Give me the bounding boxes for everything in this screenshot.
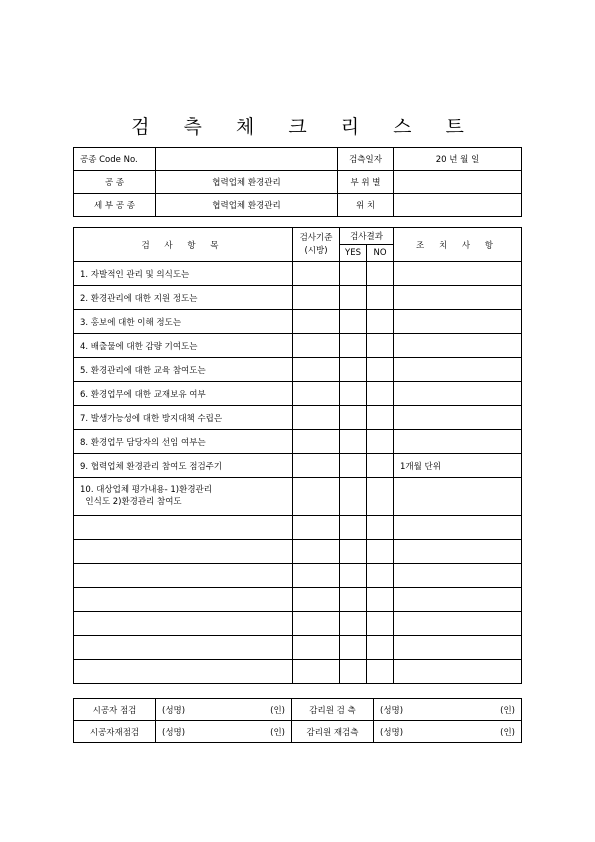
checklist-empty-row [74, 612, 522, 636]
header-label-2: 검측일자 [338, 148, 394, 171]
no-cell[interactable] [367, 478, 394, 516]
signature-field-2[interactable] [374, 699, 522, 721]
no-cell[interactable] [367, 286, 394, 310]
no-cell[interactable] [367, 382, 394, 406]
no-cell[interactable] [367, 540, 394, 564]
header-row [74, 171, 522, 194]
signature-seal-label-2: (인) [500, 727, 515, 738]
item-cell[interactable] [74, 612, 293, 636]
checklist-empty-row [74, 636, 522, 660]
header-label-2: 부 위 별 [338, 171, 394, 194]
checklist-row [74, 406, 522, 430]
criteria-cell[interactable] [293, 516, 340, 540]
signature-field-2[interactable] [374, 721, 522, 743]
item-cell[interactable] [74, 636, 293, 660]
checklist-table [73, 227, 522, 684]
criteria-cell[interactable] [293, 636, 340, 660]
criteria-cell[interactable] [293, 588, 340, 612]
action-cell[interactable] [394, 564, 522, 588]
item-cell[interactable] [74, 516, 293, 540]
criteria-cell[interactable] [293, 612, 340, 636]
action-cell[interactable] [394, 612, 522, 636]
action-cell[interactable] [394, 636, 522, 660]
no-cell[interactable] [367, 358, 394, 382]
action-cell[interactable] [394, 358, 522, 382]
header-value-2[interactable] [394, 171, 522, 194]
no-cell[interactable] [367, 612, 394, 636]
header-row [74, 148, 522, 171]
yes-cell[interactable] [340, 262, 367, 286]
signature-field[interactable] [156, 699, 292, 721]
checklist-empty-row [74, 540, 522, 564]
header-value-2[interactable] [394, 194, 522, 217]
header-value-2[interactable]: 20 년 월 일 [394, 148, 522, 171]
criteria-cell[interactable] [293, 334, 340, 358]
signature-role-2: 감리원 재검측 [292, 721, 374, 743]
checklist-item-text: 6. 환경업무에 대한 교재보유 여부 [74, 382, 293, 406]
checklist-row [74, 286, 522, 310]
checklist-row [74, 382, 522, 406]
checklist-row [74, 454, 522, 478]
action-cell[interactable] [394, 478, 522, 516]
signature-name-label: (성명) [162, 705, 186, 716]
criteria-cell[interactable] [293, 478, 340, 516]
yes-cell[interactable] [340, 636, 367, 660]
checklist-row [74, 478, 522, 516]
checklist-item-text: 3. 홍보에 대한 이해 정도는 [74, 310, 293, 334]
yes-cell[interactable] [340, 382, 367, 406]
yes-cell[interactable] [340, 430, 367, 454]
action-cell[interactable] [394, 516, 522, 540]
yes-cell[interactable] [340, 358, 367, 382]
criteria-cell[interactable] [293, 660, 340, 684]
yes-cell[interactable] [340, 540, 367, 564]
checklist-item-text: 5. 환경관리에 대한 교육 참여도는 [74, 358, 293, 382]
yes-cell[interactable] [340, 660, 367, 684]
signature-name-label-2: (성명) [380, 705, 404, 716]
item-cell[interactable] [74, 540, 293, 564]
signature-field[interactable] [156, 721, 292, 743]
yes-cell[interactable] [340, 588, 367, 612]
column-header-action: 조 치 사 항 [394, 228, 522, 262]
action-cell[interactable] [394, 406, 522, 430]
yes-cell[interactable] [340, 478, 367, 516]
checklist-empty-row [74, 564, 522, 588]
no-cell[interactable] [367, 310, 394, 334]
criteria-cell[interactable] [293, 540, 340, 564]
column-header-item: 검 사 항 목 [74, 228, 293, 262]
no-cell[interactable] [367, 262, 394, 286]
action-cell[interactable]: 1개월 단위 [394, 454, 522, 478]
action-cell[interactable] [394, 660, 522, 684]
criteria-cell[interactable] [293, 286, 340, 310]
checklist-item-text: 10. 대상업체 평가내용- 1)환경관리 인식도 2)환경관리 참여도 [74, 478, 293, 516]
signature-seal-label-2: (인) [500, 705, 515, 716]
yes-cell[interactable] [340, 406, 367, 430]
no-cell[interactable] [367, 660, 394, 684]
checklist-item-text: 9. 협력업체 환경관리 참여도 점검주기 [74, 454, 293, 478]
action-cell[interactable] [394, 540, 522, 564]
header-table [73, 147, 522, 217]
yes-cell[interactable] [340, 310, 367, 334]
checklist-empty-row [74, 516, 522, 540]
item-cell[interactable] [74, 564, 293, 588]
signature-seal-label: (인) [270, 727, 285, 738]
checklist-row [74, 262, 522, 286]
criteria-cell[interactable] [293, 454, 340, 478]
column-header-yes: YES [340, 245, 367, 262]
header-label: 공 종 [74, 171, 156, 194]
yes-cell[interactable] [340, 334, 367, 358]
signature-role: 시공자 점검 [74, 699, 156, 721]
signature-row [74, 721, 522, 743]
criteria-label: 검사기준 [299, 232, 333, 243]
column-header-criteria [293, 228, 340, 262]
header-label-2: 위 치 [338, 194, 394, 217]
item-cell[interactable] [74, 588, 293, 612]
no-cell[interactable] [367, 636, 394, 660]
header-row [74, 194, 522, 217]
criteria-cell[interactable] [293, 358, 340, 382]
action-cell[interactable] [394, 262, 522, 286]
yes-cell[interactable] [340, 612, 367, 636]
criteria-cell[interactable] [293, 430, 340, 454]
checklist-row [74, 310, 522, 334]
criteria-cell[interactable] [293, 406, 340, 430]
header-value[interactable] [156, 148, 338, 171]
criteria-cell[interactable] [293, 310, 340, 334]
column-header-no: NO [367, 245, 394, 262]
no-cell[interactable] [367, 334, 394, 358]
action-cell[interactable] [394, 334, 522, 358]
criteria-cell[interactable] [293, 382, 340, 406]
action-cell[interactable] [394, 588, 522, 612]
checklist-row [74, 430, 522, 454]
signature-role: 시공자재점검 [74, 721, 156, 743]
action-cell[interactable] [394, 286, 522, 310]
yes-cell[interactable] [340, 454, 367, 478]
no-cell[interactable] [367, 406, 394, 430]
checklist-empty-row [74, 660, 522, 684]
signature-name-label: (성명) [162, 727, 186, 738]
yes-cell[interactable] [340, 516, 367, 540]
no-cell[interactable] [367, 516, 394, 540]
page-title: 검 측 체 크 리 스 트 [131, 116, 478, 138]
checklist-item-text: 8. 환경업무 담당자의 선임 여부는 [74, 430, 293, 454]
criteria-cell[interactable] [293, 564, 340, 588]
criteria-cell[interactable] [293, 262, 340, 286]
checklist-item-text: 4. 배출물에 대한 감량 기여도는 [74, 334, 293, 358]
header-value[interactable]: 협력업체 환경관리 [156, 171, 338, 194]
column-header-result: 검사결과 [340, 228, 394, 245]
signature-role-2: 감리원 검 측 [292, 699, 374, 721]
checklist-row [74, 334, 522, 358]
yes-cell[interactable] [340, 286, 367, 310]
header-value[interactable]: 협력업체 환경관리 [156, 194, 338, 217]
signature-name-label-2: (성명) [380, 727, 404, 738]
criteria-sublabel: (시방) [304, 245, 328, 256]
action-cell[interactable] [394, 430, 522, 454]
yes-cell[interactable] [340, 564, 367, 588]
signature-row [74, 699, 522, 721]
action-cell[interactable] [394, 382, 522, 406]
no-cell[interactable] [367, 564, 394, 588]
no-cell[interactable] [367, 454, 394, 478]
item-cell[interactable] [74, 660, 293, 684]
checklist-item-text: 7. 발생가능성에 대한 방지대책 수립은 [74, 406, 293, 430]
no-cell[interactable] [367, 430, 394, 454]
checklist-empty-row [74, 588, 522, 612]
checklist-row [74, 358, 522, 382]
signature-seal-label: (인) [270, 705, 285, 716]
no-cell[interactable] [367, 588, 394, 612]
header-label: 세 부 공 종 [74, 194, 156, 217]
action-cell[interactable] [394, 310, 522, 334]
checklist-item-text: 1. 자발적인 관리 및 의식도는 [74, 262, 293, 286]
signature-table [73, 698, 522, 743]
header-label: 공종 Code No. [74, 148, 156, 171]
checklist-item-text: 2. 환경관리에 대한 지원 정도는 [74, 286, 293, 310]
